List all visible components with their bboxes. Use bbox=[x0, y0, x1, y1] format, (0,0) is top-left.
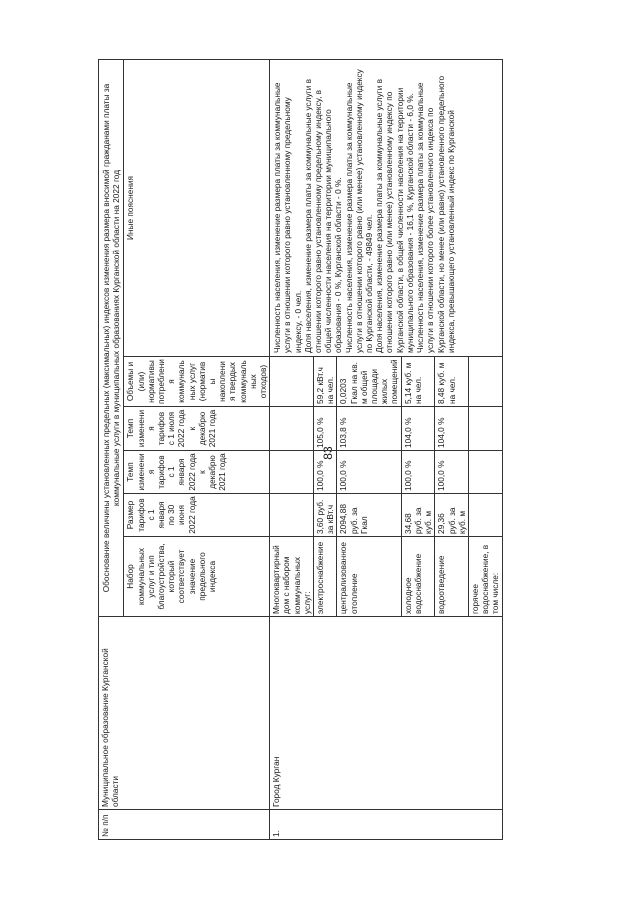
service-rate-jan: 100,0 % bbox=[314, 451, 337, 494]
service-rate-jul: 104,0 % bbox=[401, 407, 435, 451]
header-rate-jul: Темп изменения тарифов с 1 июля 2022 года к декабрю 2021 года bbox=[124, 407, 270, 451]
service-tariff bbox=[468, 494, 502, 537]
title-row bbox=[99, 59, 124, 839]
note-line: Численность населения, изменение размера платы за коммунальные услуги в отношении которого более установленного индекса по Курганской области, но менее (или равно) установленного предельного индекса, превышающего установленный индекс по Курганской bbox=[415, 75, 456, 353]
service-tariff: 29,36 руб. за куб. м bbox=[435, 494, 469, 537]
service-rate-jan: 100,0 % bbox=[401, 451, 435, 494]
header-municipality: Муниципальное образование Курганской области bbox=[99, 617, 270, 810]
service-rate-jul: 103,8 % bbox=[337, 407, 401, 451]
service-volume: 59,2 кВт.ч на чел. bbox=[314, 357, 337, 407]
header-tariff-size: Размер тарифов с 1 января по 30 июня 2022 года bbox=[124, 494, 270, 537]
service-volume: 5,14 куб. м на чел. bbox=[401, 357, 435, 407]
service-name: централизованное отопление bbox=[337, 537, 401, 617]
tariff-table bbox=[98, 59, 503, 840]
header-rate-jan: Темп изменения тарифов с 1 января 2022 года к декабрю 2021 года bbox=[124, 451, 270, 494]
table-title: Обоснование величины установленных предельных (максимальных) индексов изменения размера вносимой гражданами платы за коммунальные услуги в муниципальных образованиях Курганской области на 2022 год bbox=[99, 59, 124, 616]
service-name: электроснабжение bbox=[314, 537, 337, 617]
note-line: Доля населения, изменение размера платы за коммунальные услуги в отношении которого равно (или менее) установленному индексу по Курганской области, в общей численности населения на территории муниципального образования - 16,1 %, Курганской области - 6,0 %. bbox=[374, 78, 415, 353]
service-rate-jan bbox=[468, 451, 502, 494]
header-num: № п/п bbox=[99, 810, 270, 840]
service-name: водоотведение bbox=[435, 537, 469, 617]
service-volume bbox=[468, 357, 502, 407]
service-volume: 0,0203 Гкал на кв. м общей площади жилых помещений bbox=[337, 357, 401, 407]
note-line: Доля населения, изменение размера платы за коммунальные услуги в отношении которого равно установленному предельному индексу, в общей численности населения на территории муниципального образования - 0 %, Курганской области - 0 %. bbox=[302, 78, 344, 353]
service-name: горячее водоснабжение, в том числе: bbox=[468, 537, 502, 617]
header-volumes: Объемы и (или) нормативы потребления коммунальных услуг (нормативы накопления твердых коммунальных отходов) bbox=[124, 357, 270, 407]
page-number: 83 bbox=[321, 446, 335, 460]
service-rate-jan: 100,0 % bbox=[435, 451, 469, 494]
note-line: Численность населения, изменение размера платы за коммунальные услуги в отношении которого равно (или менее) установленному индексу по Курганской области, - 49849 чел. bbox=[343, 69, 375, 353]
row-num: 1. bbox=[270, 810, 502, 840]
service-name: холодное водоснабжение bbox=[401, 537, 435, 617]
header-notes: Иные пояснения bbox=[124, 59, 270, 356]
table-sheet bbox=[98, 60, 600, 840]
service-volume: 8,48 куб. м на чел. bbox=[435, 357, 469, 407]
table-row bbox=[270, 59, 314, 839]
service-tariff: 3,60 руб. за кВт.ч bbox=[314, 494, 337, 537]
row-municipality: Город Курган bbox=[270, 617, 502, 810]
service-rate-jul: 105,0 % bbox=[314, 407, 337, 451]
service-rate-jan: 100,0 % bbox=[337, 451, 401, 494]
service-rate-jul bbox=[468, 407, 502, 451]
header-service-set: Набор коммунальных услуг и тип благоустройства, который соответствует значение предельного индекса bbox=[124, 537, 270, 617]
row-notes bbox=[270, 59, 502, 356]
service-rate-jul: 104,0 % bbox=[435, 407, 469, 451]
service-tariff: 2094,88 руб. за Гкал bbox=[337, 494, 401, 537]
note-line: Численность населения, изменение размера платы за коммунальные услуги в отношении которого равно установленному предельному индексу, - 0 чел. bbox=[272, 82, 303, 353]
service-tariff: 34,68 руб. за куб. м bbox=[401, 494, 435, 537]
row-housing: Многоквартирный дом с набором коммунальных услуг: bbox=[270, 537, 314, 617]
